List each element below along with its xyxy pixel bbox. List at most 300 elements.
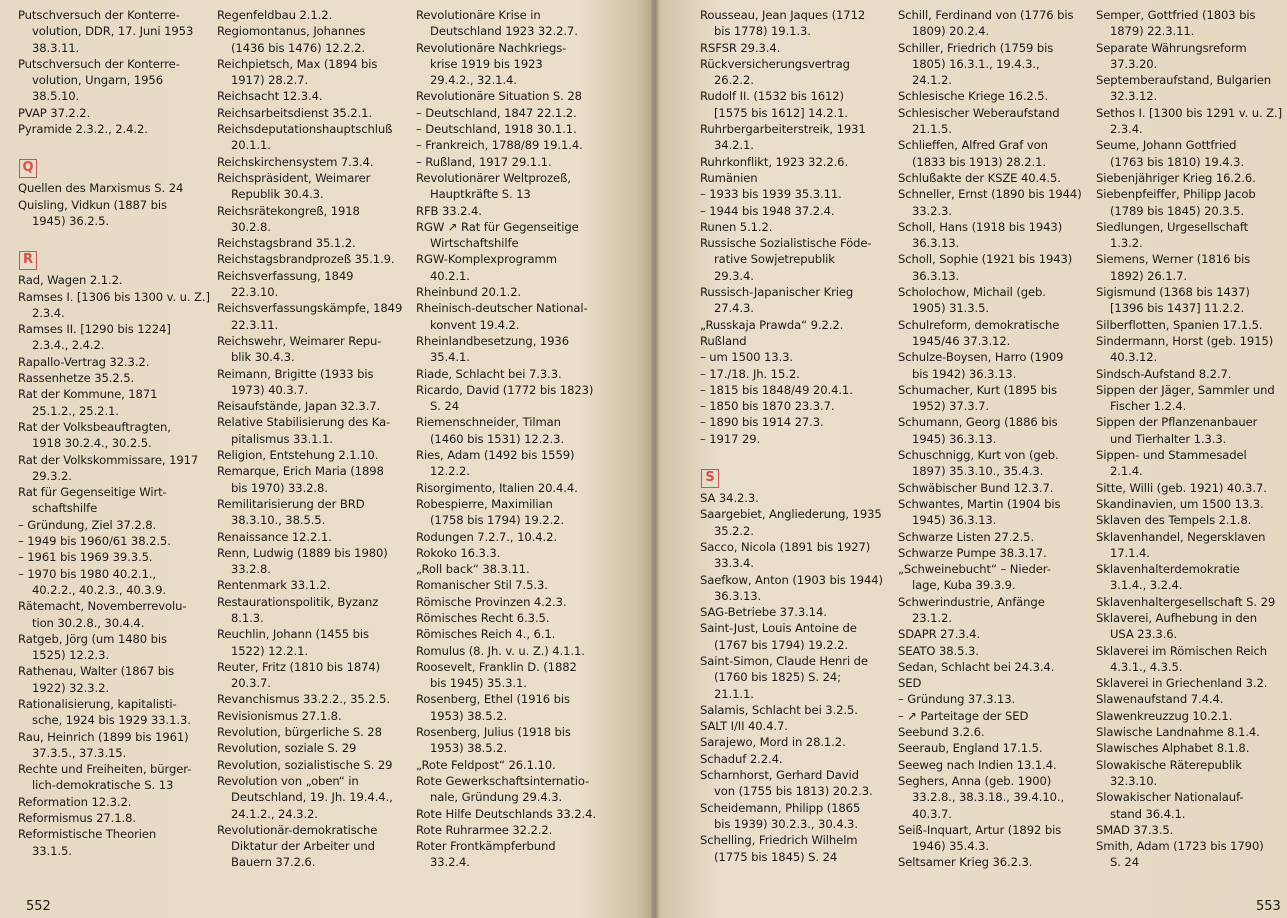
entry-term: Reichsdeputationshauptschluß	[217, 122, 393, 137]
index-entry	[217, 740, 402, 756]
entry-term: Schwarze Listen 27.2.5.	[898, 529, 1035, 544]
index-entry	[416, 105, 596, 121]
index-entry	[898, 545, 1082, 561]
index-entry	[217, 757, 402, 773]
index-entry	[217, 577, 402, 593]
entry-continuation: 1918 30.2.4., 30.2.5.	[32, 436, 152, 451]
entry-term: Rousseau, Jean Jaques (1712	[700, 8, 866, 22]
entry-continuation: [1396 bis 1437] 11.2.2.	[1110, 301, 1244, 316]
entry-term: SEATO 38.5.3.	[898, 643, 979, 658]
entry-continuation: 33.2.4.	[430, 855, 470, 870]
entry-continuation: 40.2.1.	[430, 268, 470, 283]
entry-term: Scholl, Sophie (1921 bis 1943)	[898, 252, 1073, 267]
entry-continuation: lage, Kuba 39.3.9.	[912, 578, 1016, 593]
entry-term: Regiomontanus, Johannes	[217, 24, 366, 39]
index-entry	[18, 56, 210, 105]
entry-continuation: 20.1.1.	[231, 138, 271, 153]
entry-term: – 17./18. Jh. 15.2.	[700, 366, 800, 381]
index-entry	[416, 219, 596, 252]
entry-term: Seume, Johann Gottfried	[1096, 138, 1237, 153]
entry-term: Sacco, Nicola (1891 bis 1927)	[700, 539, 871, 554]
index-entry	[700, 539, 883, 572]
entry-term: SMAD 37.3.5.	[1096, 822, 1174, 837]
entry-term: – Deutschland, 1918 30.1.1.	[416, 122, 577, 137]
entry-term: Remarque, Erich Maria (1898	[217, 464, 384, 479]
index-entry	[700, 734, 883, 750]
entry-term: Sindermann, Horst (geb. 1915)	[1096, 333, 1274, 348]
entry-term: Ramses I. [1306 bis 1300 v. u. Z.]	[18, 289, 210, 304]
index-entry	[898, 496, 1082, 529]
entry-continuation: von (1755 bis 1813) 20.2.3.	[714, 784, 873, 799]
index-entry	[1096, 512, 1282, 528]
entry-continuation: S. 24	[1110, 855, 1139, 870]
entry-term: Schaduf 2.2.4.	[700, 751, 783, 766]
entry-term: Seltsamer Krieg 36.2.3.	[898, 855, 1033, 870]
index-entry	[416, 480, 596, 496]
index-entry	[416, 757, 596, 773]
entry-continuation: rative Sowjetrepublik	[714, 252, 835, 267]
index-entry	[1096, 186, 1282, 219]
index-entry	[898, 561, 1082, 594]
index-entry	[898, 219, 1082, 252]
index-entry	[18, 370, 210, 386]
index-entry	[700, 186, 883, 202]
index-entry	[1096, 317, 1282, 333]
index-entry	[416, 121, 596, 137]
index-entry	[700, 284, 883, 317]
entry-continuation: 26.2.2.	[714, 73, 754, 88]
entry-term: Römisches Reich 4., 6.1.	[416, 627, 556, 642]
entry-continuation: Republik 30.4.3.	[231, 187, 324, 202]
entry-continuation: 1945) 36.3.13.	[912, 513, 997, 528]
entry-term: Riemenschneider, Tilman	[416, 415, 561, 430]
entry-term: Sindsch-Aufstand 8.2.7.	[1096, 366, 1232, 381]
index-entry	[898, 349, 1082, 382]
entry-term: Rentenmark 33.1.2.	[217, 578, 331, 593]
index-entry	[898, 594, 1082, 627]
index-entry	[18, 272, 210, 288]
entry-term: – Gründung, Ziel 37.2.8.	[18, 517, 157, 532]
entry-continuation: 12.2.2.	[430, 464, 470, 479]
entry-continuation: 37.3.20.	[1110, 56, 1158, 71]
entry-continuation: (1789 bis 1845) 20.3.5.	[1110, 203, 1244, 218]
index-entry	[1096, 610, 1282, 643]
entry-term: Robespierre, Maximilian	[416, 496, 553, 511]
entry-continuation: 2.3.4.	[1110, 122, 1143, 137]
entry-term: Rat für Gegenseitige Wirt-	[18, 485, 167, 500]
index-entry	[18, 452, 210, 485]
index-entry	[1096, 251, 1282, 284]
index-entry	[1096, 643, 1282, 676]
entry-term: Russisch-Japanischer Krieg	[700, 285, 854, 300]
index-entry	[700, 800, 883, 833]
index-entry	[700, 382, 883, 398]
entry-continuation: bis 1939) 30.2.3., 30.4.3.	[714, 816, 858, 831]
index-entry	[898, 284, 1082, 317]
entry-term: Reformistische Theorien	[18, 827, 157, 842]
index-entry	[416, 691, 596, 724]
index-entry	[416, 154, 596, 170]
index-entry	[1096, 7, 1282, 40]
index-entry	[217, 251, 402, 267]
entry-continuation: tion 30.2.8., 30.4.4.	[32, 615, 145, 630]
index-entry	[416, 626, 596, 642]
entry-continuation: 40.2.2., 40.2.3., 40.3.9.	[32, 582, 166, 597]
index-entry	[18, 810, 210, 826]
entry-continuation: lich-demokratische S. 13	[32, 778, 174, 793]
entry-term: Reformismus 27.1.8.	[18, 811, 136, 826]
entry-continuation: 40.3.7.	[912, 806, 952, 821]
entry-term: Ramses II. [1290 bis 1224]	[18, 322, 171, 337]
entry-continuation: 36.3.13.	[912, 268, 960, 283]
index-entry	[1096, 137, 1282, 170]
index-entry	[700, 398, 883, 414]
entry-term: – ↗ Parteitage der SED	[898, 708, 1029, 723]
entry-continuation: 1.3.2.	[1110, 236, 1143, 251]
entry-continuation: 38.3.10., 38.5.5.	[231, 513, 326, 528]
entry-continuation: 1897) 35.3.10., 35.4.3.	[912, 464, 1044, 479]
index-entry	[898, 447, 1082, 480]
index-entry	[1096, 219, 1282, 252]
index-entry	[217, 333, 402, 366]
entry-term: Schwarze Pumpe 38.3.17.	[898, 545, 1047, 560]
index-entry	[18, 386, 210, 419]
index-entry	[700, 718, 883, 734]
entry-term: Sklavenhaltergesellschaft S. 29	[1096, 594, 1276, 609]
entry-continuation: 34.2.1.	[714, 138, 754, 153]
index-entry	[898, 317, 1082, 350]
entry-term: Reichswehr, Weimarer Repu-	[217, 333, 382, 348]
entry-term: Schumann, Georg (1886 bis	[898, 415, 1058, 430]
entry-continuation: 1922) 32.3.2.	[32, 680, 109, 695]
section-header	[18, 153, 210, 180]
index-entry	[416, 203, 596, 219]
entry-continuation: bis 1970) 33.2.8.	[231, 480, 328, 495]
entry-term: SDAPR 27.3.4.	[898, 627, 981, 642]
entry-term: – 1850 bis 1870 23.3.7.	[700, 399, 835, 414]
index-entry	[898, 691, 1082, 707]
index-entry	[1096, 724, 1282, 740]
entry-continuation: (1833 bis 1913) 28.2.1.	[912, 154, 1046, 169]
entry-term: Schwerindustrie, Anfänge	[898, 594, 1045, 609]
entry-continuation: 27.4.3.	[714, 301, 754, 316]
entry-term: Schlesische Kriege 16.2.5.	[898, 89, 1049, 104]
entry-term: Regenfeldbau 2.1.2.	[217, 8, 333, 22]
entry-term: SAG-Betriebe 37.3.14.	[700, 605, 827, 620]
index-entry	[700, 751, 883, 767]
entry-term: Rau, Heinrich (1899 bis 1961)	[18, 729, 189, 744]
entry-term: Revolution, sozialistische S. 29	[217, 757, 393, 772]
entry-term: Reichskirchensystem 7.3.4.	[217, 154, 374, 169]
entry-continuation: Wirtschaftshilfe	[430, 236, 519, 251]
index-entry	[898, 675, 1082, 691]
entry-term: Rußland	[700, 333, 747, 348]
index-entry	[217, 594, 402, 627]
entry-term: PVAP 37.2.2.	[18, 105, 91, 120]
entry-continuation: 21.1.5.	[912, 122, 952, 137]
index-entry	[700, 572, 883, 605]
entry-term: Saargebiet, Angliederung, 1935	[700, 507, 882, 522]
entry-term: Quisling, Vidkun (1887 bis	[18, 197, 167, 212]
index-entry	[700, 366, 883, 382]
entry-term: Septemberaufstand, Bulgarien	[1096, 73, 1272, 88]
index-entry	[18, 419, 210, 452]
index-entry	[217, 154, 402, 170]
entry-continuation: 40.3.12.	[1110, 350, 1158, 365]
index-entry	[18, 566, 210, 599]
index-entry	[1096, 72, 1282, 105]
index-entry	[217, 203, 402, 236]
index-entry	[217, 822, 402, 871]
entry-term: Smith, Adam (1723 bis 1790)	[1096, 839, 1264, 854]
entry-continuation: (1758 bis 1794) 19.2.2.	[430, 513, 564, 528]
entry-term: Salamis, Schlacht bei 3.2.5.	[700, 702, 858, 717]
index-entry	[898, 708, 1082, 724]
entry-term: SALT I/II 40.4.7.	[700, 719, 788, 734]
entry-term: Römisches Recht 6.3.5.	[416, 610, 550, 625]
index-entry	[1096, 496, 1282, 512]
index-entry	[898, 724, 1082, 740]
index-column-6	[1096, 7, 1282, 871]
entry-term: Siebenpfeiffer, Philipp Jacob	[1096, 187, 1256, 202]
index-entry	[1096, 822, 1282, 838]
entry-continuation: (1767 bis 1794) 19.2.2.	[714, 637, 848, 652]
index-entry	[416, 610, 596, 626]
index-entry	[700, 121, 883, 154]
index-entry	[217, 626, 402, 659]
entry-term: „Rote Feldpost“ 26.1.10.	[416, 757, 556, 772]
index-entry	[700, 620, 883, 653]
index-entry	[217, 7, 402, 23]
entry-term: Reuchlin, Johann (1455 bis	[217, 627, 369, 642]
entry-continuation: 33.2.3.	[912, 203, 952, 218]
index-entry	[416, 170, 596, 203]
index-entry	[700, 333, 883, 349]
entry-continuation: 36.3.13.	[912, 236, 960, 251]
index-entry	[1096, 594, 1282, 610]
entry-term: Schwäbischer Bund 12.3.7.	[898, 480, 1054, 495]
entry-term: Revolutionäre Situation S. 28	[416, 89, 582, 104]
entry-continuation: 1945) 36.3.13.	[912, 431, 997, 446]
entry-term: Rokoko 16.3.3.	[416, 545, 501, 560]
index-entry	[416, 822, 596, 838]
entry-term: Sklavenhalterdemokratie	[1096, 562, 1240, 577]
entry-continuation: bis 1778) 19.1.3.	[714, 24, 811, 39]
index-entry	[18, 354, 210, 370]
entry-continuation: 1953) 38.5.2.	[430, 741, 507, 756]
index-entry	[898, 757, 1082, 773]
entry-term: Revolution von „oben“ in	[217, 773, 359, 788]
index-entry	[217, 463, 402, 496]
entry-term: Rathenau, Walter (1867 bis	[18, 664, 175, 679]
entry-term: Reichspräsident, Weimarer	[217, 170, 371, 185]
entry-term: Rat der Volksbeauftragten,	[18, 419, 171, 434]
entry-continuation: konvent 19.4.2.	[430, 317, 520, 332]
entry-term: Revanchismus 33.2.2., 35.2.5.	[217, 692, 390, 707]
index-entry	[700, 653, 883, 702]
entry-continuation: 2.1.4.	[1110, 464, 1143, 479]
index-entry	[217, 691, 402, 707]
entry-term: Sippen der Pflanzenanbauer	[1096, 415, 1258, 430]
index-entry	[416, 300, 596, 333]
entry-term: Slawisches Alphabet 8.1.8.	[1096, 741, 1250, 756]
entry-term: Rapallo-Vertrag 32.3.2.	[18, 354, 150, 369]
entry-term: Reichsarbeitsdienst 35.2.1.	[217, 105, 373, 120]
entry-term: Rote Gewerkschaftsinternatio-	[416, 773, 590, 788]
entry-term: Seghers, Anna (geb. 1900)	[898, 773, 1052, 788]
entry-term: Separate Währungsreform	[1096, 40, 1247, 55]
entry-term: Schlußakte der KSZE 40.4.5.	[898, 170, 1061, 185]
entry-continuation: Diktatur der Arbeiter und	[231, 839, 375, 854]
entry-term: Runen 5.1.2.	[700, 219, 773, 234]
entry-term: Sitte, Willi (geb. 1921) 40.3.7.	[1096, 480, 1267, 495]
index-entry	[898, 251, 1082, 284]
entry-term: Slawenkreuzzug 10.2.1.	[1096, 708, 1233, 723]
entry-term: „Russkaja Prawda“ 9.2.2.	[700, 317, 844, 332]
index-entry	[18, 761, 210, 794]
entry-term: Saint-Just, Louis Antoine de	[700, 621, 857, 636]
entry-term: – Rußland, 1917 29.1.1.	[416, 154, 552, 169]
entry-term: Rote Ruhrarmee 32.2.2.	[416, 822, 553, 837]
entry-term: RGW-Komplexprogramm	[416, 252, 557, 267]
entry-term: Rosenberg, Julius (1918 bis	[416, 725, 571, 740]
index-entry	[1096, 284, 1282, 317]
entry-term: Rationalisierung, kapitalisti-	[18, 696, 177, 711]
entry-term: Reichsverfassungskämpfe, 1849	[217, 301, 403, 316]
entry-term: Revolutionär-demokratische	[217, 822, 378, 837]
entry-continuation: 20.3.7.	[231, 676, 271, 691]
entry-continuation: 1905) 31.3.5.	[912, 301, 989, 316]
index-entry	[217, 724, 402, 740]
entry-term: Rheinbund 20.1.2.	[416, 285, 522, 300]
entry-term: Skandinavien, um 1500 13.3.	[1096, 496, 1264, 511]
entry-continuation: 1973) 40.3.7.	[231, 382, 308, 397]
index-entry	[18, 197, 210, 230]
entry-term: Risorgimento, Italien 20.4.4.	[416, 480, 578, 495]
entry-term: Romulus (8. Jh. v. u. Z.) 4.1.1.	[416, 643, 585, 658]
index-column-1	[18, 7, 210, 859]
index-entry	[18, 729, 210, 762]
index-entry	[416, 447, 596, 480]
entry-term: RSFSR 29.3.4.	[700, 40, 781, 55]
index-entry	[416, 137, 596, 153]
index-entry	[217, 447, 402, 463]
index-entry	[416, 40, 596, 89]
index-column-5	[898, 7, 1082, 871]
entry-term: „Schweinebucht“ – Nieder-	[898, 562, 1051, 577]
section-letter: Q	[19, 159, 37, 178]
index-entry	[217, 529, 402, 545]
entry-term: – 1890 bis 1914 27.3.	[700, 415, 824, 430]
index-entry	[18, 794, 210, 810]
index-entry	[700, 490, 883, 506]
entry-term: Rote Hilfe Deutschlands 33.2.4.	[416, 806, 596, 821]
entry-term: Schwantes, Martin (1904 bis	[898, 496, 1061, 511]
entry-term: Rumänien	[700, 170, 758, 185]
index-column-2	[217, 7, 402, 871]
entry-term: Silberflotten, Spanien 17.1.5.	[1096, 317, 1263, 332]
index-entry	[1096, 382, 1282, 415]
index-entry	[18, 549, 210, 565]
entry-term: SED	[898, 676, 922, 691]
index-entry	[217, 659, 402, 692]
entry-continuation: [1575 bis 1612] 14.2.1.	[714, 105, 848, 120]
entry-term: Slowakische Räterepublik	[1096, 757, 1242, 772]
index-entry	[217, 773, 402, 822]
entry-continuation: 23.1.2.	[912, 610, 952, 625]
index-entry	[217, 23, 402, 56]
entry-term: Scharnhorst, Gerhard David	[700, 768, 859, 783]
entry-continuation: (1775 bis 1845) S. 24	[714, 849, 838, 864]
index-entry	[1096, 333, 1282, 366]
index-entry	[898, 480, 1082, 496]
entry-term: – 1815 bis 1848/49 20.4.1.	[700, 382, 853, 397]
entry-continuation: 33.3.4.	[714, 556, 754, 571]
index-entry	[898, 170, 1082, 186]
entry-term: Rosenberg, Ethel (1916 bis	[416, 692, 570, 707]
index-entry	[217, 708, 402, 724]
entry-continuation: Fischer 1.2.4.	[1110, 399, 1187, 414]
entry-term: Rechte und Freiheiten, bürger-	[18, 762, 192, 777]
index-entry	[217, 105, 402, 121]
index-entry	[898, 773, 1082, 822]
entry-term: Revolution, bürgerliche S. 28	[217, 725, 382, 740]
index-entry	[700, 40, 883, 56]
index-entry	[217, 496, 402, 529]
entry-term: Siedlungen, Urgesellschaft	[1096, 219, 1249, 234]
index-entry	[416, 659, 596, 692]
entry-term: Sippen- und Stammesadel	[1096, 448, 1247, 463]
entry-continuation: Hauptkräfte S. 13	[430, 187, 531, 202]
page-number-right: 553	[1256, 899, 1281, 914]
entry-term: Roter Frontkämpferbund	[416, 839, 556, 854]
entry-term: Saint-Simon, Claude Henri de	[700, 653, 868, 668]
index-column-4	[700, 7, 883, 865]
section-letter: S	[701, 469, 719, 488]
entry-continuation: (1436 bis 1476) 12.2.2.	[231, 40, 365, 55]
index-entry	[1096, 40, 1282, 73]
index-entry	[416, 382, 596, 415]
index-entry	[416, 333, 596, 366]
entry-continuation: sche, 1924 bis 1929 33.1.3.	[32, 713, 191, 728]
entry-term: Seebund 3.2.6.	[898, 725, 985, 740]
entry-term: – 1933 bis 1939 35.3.11.	[700, 187, 842, 202]
entry-continuation: 35.4.1.	[430, 350, 470, 365]
index-entry	[1096, 708, 1282, 724]
entry-continuation: 22.3.10.	[231, 285, 279, 300]
entry-continuation: 29.3.2.	[32, 468, 72, 483]
entry-term: Reichstagsbrand 35.1.2.	[217, 236, 356, 251]
book-spine	[651, 0, 659, 918]
index-entry	[700, 170, 883, 186]
index-entry	[1096, 561, 1282, 594]
index-entry	[18, 321, 210, 354]
index-entry	[700, 317, 883, 333]
index-entry	[18, 7, 210, 56]
entry-term: – Gründung 37.3.13.	[898, 692, 1016, 707]
entry-continuation: pitalismus 33.1.1.	[231, 431, 333, 446]
entry-term: – 1917 29.	[700, 431, 761, 446]
entry-term: Ruhrkonflikt, 1923 32.2.6.	[700, 154, 849, 169]
entry-term: Ruhrbergarbeiterstreik, 1931	[700, 122, 866, 137]
entry-term: Römische Provinzen 4.2.3.	[416, 594, 567, 609]
index-entry	[898, 414, 1082, 447]
entry-continuation: 8.1.3.	[231, 610, 264, 625]
index-entry	[217, 398, 402, 414]
entry-continuation: Deutschland 1923 32.2.7.	[430, 24, 578, 39]
index-entry	[1096, 170, 1282, 186]
entry-continuation: krise 1919 bis 1923	[430, 56, 543, 71]
